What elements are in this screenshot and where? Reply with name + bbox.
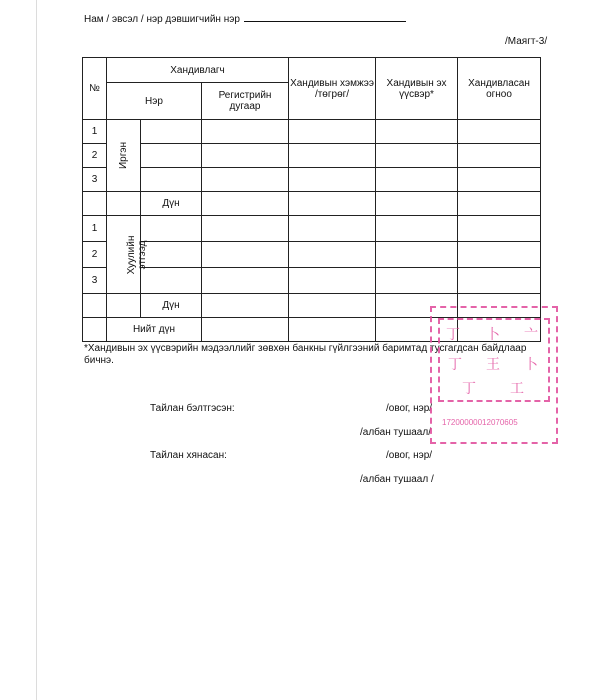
stamp-mark: 亠 — [524, 327, 538, 343]
row-number: 1 — [83, 216, 107, 242]
form-code: /Маягт-3/ — [505, 36, 548, 47]
header-no: № — [83, 58, 107, 120]
row-number: 2 — [83, 242, 107, 268]
prepared-name-hint: /овог, нэр/ — [386, 403, 433, 414]
cell — [376, 144, 458, 168]
table-row — [83, 120, 541, 144]
subtotal-label: Дүн — [141, 294, 202, 318]
cell — [458, 120, 541, 144]
subtotal-label: Дүн — [141, 192, 202, 216]
stamp-mark: 工 — [510, 381, 524, 397]
cell — [83, 318, 107, 342]
row-number: 3 — [83, 168, 107, 192]
cell — [202, 268, 289, 294]
cell — [141, 242, 202, 268]
party-name-blank — [244, 12, 406, 22]
cell — [141, 120, 202, 144]
stamp-mark: 丁 — [448, 357, 462, 373]
cell — [107, 294, 141, 318]
cell — [289, 294, 376, 318]
cell — [458, 268, 541, 294]
stamp-code: 17200000012070605 — [442, 418, 518, 427]
prepared-label: Тайлан бэлтгэсэн: — [150, 403, 235, 414]
cell — [141, 168, 202, 192]
subtotal-row — [83, 192, 541, 216]
reviewed-label: Тайлан хянасан: — [150, 450, 227, 461]
cell — [289, 192, 376, 216]
official-stamp — [430, 306, 558, 444]
footnote: *Хандивын эх үүсвэрийн мэдээллийг зөвхөн банкны гүйлгээний баримтад тусгагдсан байдлаар бичнэ. — [84, 343, 527, 366]
prepared-position-hint: /албан тушаал/ — [360, 427, 431, 438]
cell — [289, 268, 376, 294]
cell — [202, 192, 289, 216]
row-number: 1 — [83, 120, 107, 144]
cell — [202, 242, 289, 268]
cell — [83, 294, 107, 318]
stamp-mark: 丁 — [446, 327, 460, 343]
cell — [376, 120, 458, 144]
header-amount: Хандивын хэмжээ /төгрөг/ — [289, 58, 376, 120]
cell — [141, 144, 202, 168]
cell — [458, 192, 541, 216]
reviewed-position-hint: /албан тушаал / — [360, 474, 434, 485]
cell — [141, 268, 202, 294]
stamp-mark: 王 — [486, 357, 500, 373]
cell — [376, 192, 458, 216]
group-legal: Хуулийн этгээд — [107, 216, 141, 294]
table-row — [83, 168, 541, 192]
cell — [458, 216, 541, 242]
cell — [458, 242, 541, 268]
table-row — [83, 144, 541, 168]
group-individual: Иргэн — [107, 120, 141, 192]
cell — [289, 242, 376, 268]
cell — [202, 144, 289, 168]
cell — [458, 144, 541, 168]
header-donor: Хандивлагч — [107, 58, 289, 83]
cell — [289, 120, 376, 144]
reviewed-name-hint: /овог, нэр/ — [386, 450, 433, 461]
row-number: 2 — [83, 144, 107, 168]
cell — [202, 216, 289, 242]
donation-table — [82, 57, 541, 342]
cell — [202, 318, 289, 342]
header-name: Нэр — [107, 83, 202, 120]
cell — [289, 168, 376, 192]
page-edge-line — [36, 0, 37, 700]
party-name-line — [84, 12, 406, 25]
cell — [289, 144, 376, 168]
cell — [289, 216, 376, 242]
cell — [202, 294, 289, 318]
table-row — [83, 242, 541, 268]
stamp-mark: 卜 — [486, 327, 500, 343]
grand-total-label: Нийт дүн — [107, 318, 202, 342]
table-row — [83, 268, 541, 294]
row-number: 3 — [83, 268, 107, 294]
header-date: Хандивласан огноо — [458, 58, 541, 120]
cell — [458, 168, 541, 192]
cell — [376, 168, 458, 192]
cell — [107, 192, 141, 216]
cell — [141, 216, 202, 242]
header-source: Хандивын эх үүсвэр* — [376, 58, 458, 120]
cell — [376, 242, 458, 268]
cell — [289, 318, 376, 342]
cell — [376, 216, 458, 242]
cell — [202, 168, 289, 192]
cell — [83, 192, 107, 216]
stamp-mark: 丁 — [462, 381, 476, 397]
header-reg: Регистрийн дугаар — [202, 83, 289, 120]
stamp-mark: 卜 — [524, 357, 538, 373]
cell — [376, 268, 458, 294]
cell — [202, 120, 289, 144]
party-name-label: Нам / эвсэл / нэр дэвшигчийн нэр — [84, 14, 240, 25]
table-row — [83, 216, 541, 242]
